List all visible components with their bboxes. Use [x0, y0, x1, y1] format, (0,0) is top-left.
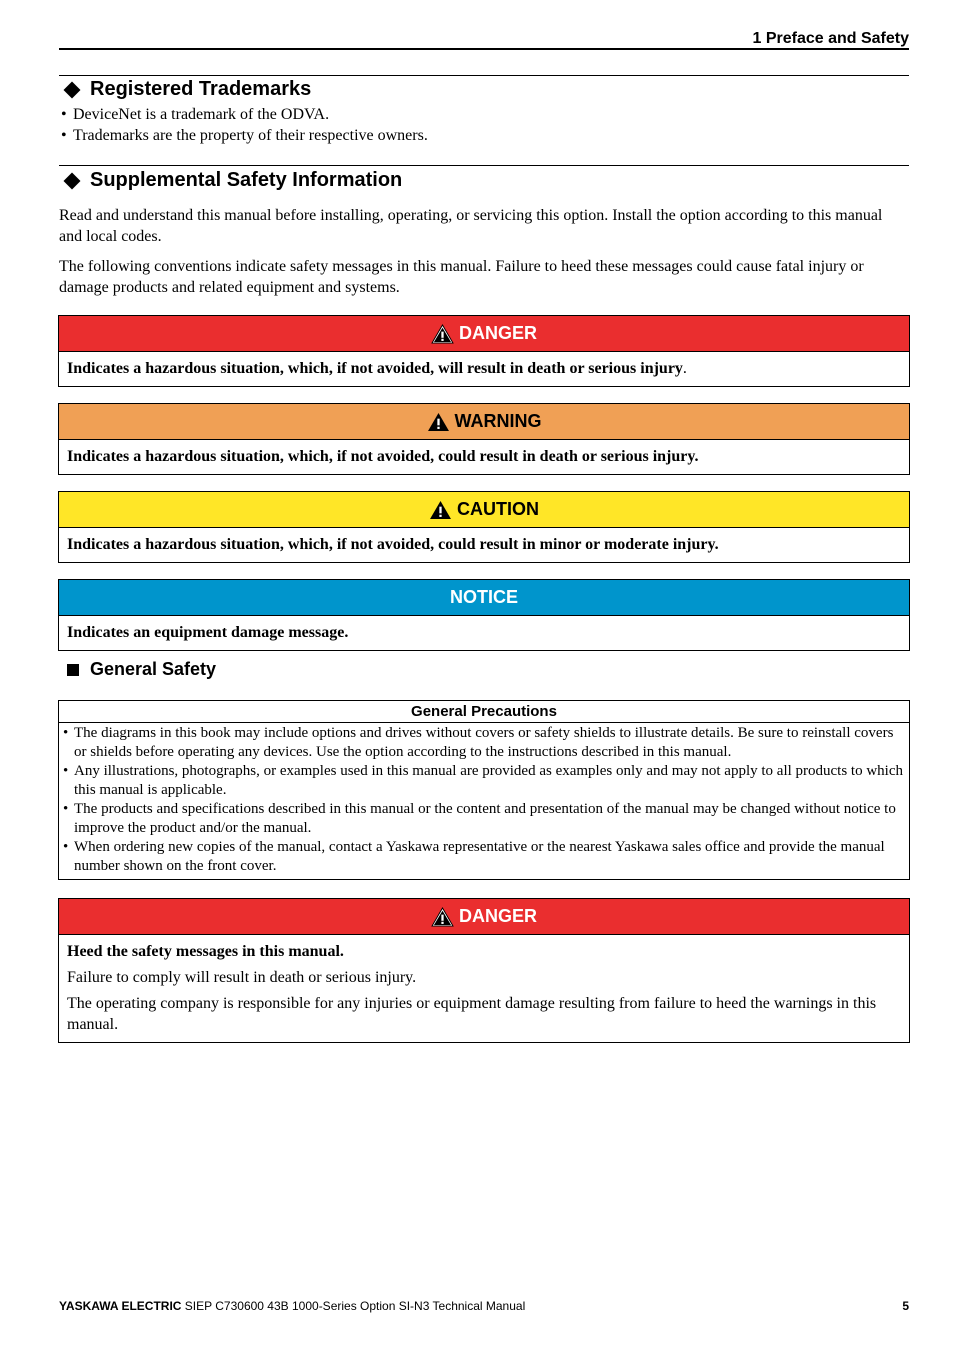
warning-message-box: [58, 403, 910, 475]
warning-triangle-icon: [427, 412, 450, 432]
warning-triangle-icon: [429, 500, 452, 520]
warning-label: WARNING: [454, 411, 542, 431]
general-safety-heading: General Safety: [64, 659, 216, 680]
page-section-title: 1 Preface and Safety: [752, 30, 909, 47]
square-bullet-icon: [67, 664, 79, 676]
danger-text: Indicates a hazardous situation, which, if not avoided, will result in death or serious injury.: [67, 360, 687, 377]
section-divider: [59, 75, 909, 76]
trademarks-list: [61, 104, 428, 146]
notice-text: Indicates an equipment damage message.: [67, 624, 349, 641]
header-rule: [59, 48, 909, 50]
warning-triangle-icon: [431, 907, 454, 927]
diamond-bullet-icon: [64, 172, 81, 189]
supplemental-paragraph-1: Read and understand this manual before installing, operating, or servicing this option. Install the option according to this manual and local codes.: [59, 207, 883, 245]
danger-line-1: Heed the safety messages in this manual.: [67, 943, 344, 960]
danger-message-box: [58, 898, 910, 1043]
caution-message-box: [58, 491, 910, 563]
footer-doc-info: [59, 1299, 525, 1313]
danger-line-2: Failure to comply will result in death or serious injury.: [67, 969, 417, 986]
footer-doc-title: SIEP C730600 43B 1000-Series Option SI-N3 Technical Manual: [181, 1299, 526, 1313]
notice-label: NOTICE: [449, 587, 518, 607]
danger-bar: [59, 899, 909, 935]
trademarks-heading: Registered Trademarks: [64, 78, 311, 101]
list-item: • DeviceNet is a trademark of the ODVA.: [61, 104, 428, 125]
page-number: 5: [902, 1299, 909, 1313]
danger-message-box: [58, 315, 910, 387]
list-item: • The diagrams in this book may include options and drives without covers or safety shields to illustrate details. Be sure to reinstall covers or shields before operating any devices. Use the option according to the instructions described in this manual.: [63, 724, 905, 762]
warning-triangle-icon: [431, 324, 454, 344]
page-footer: [59, 1299, 909, 1313]
warning-bar: [59, 404, 909, 440]
precautions-title: General Precautions: [59, 701, 909, 723]
list-item: • Any illustrations, photographs, or examples used in this manual are provided as examples only and may not apply to all products to which this manual is applicable.: [63, 762, 905, 800]
supplemental-paragraph-2: The following conventions indicate safety messages in this manual. Failure to heed these messages could cause fatal injury or damage products and related equipment and systems.: [59, 258, 864, 296]
danger-label: DANGER: [458, 323, 537, 343]
caution-label: CAUTION: [457, 499, 539, 519]
danger-label: DANGER: [458, 906, 537, 926]
caution-bar: [59, 492, 909, 528]
danger-bar: [59, 316, 909, 352]
footer-brand: YASKAWA ELECTRIC: [59, 1299, 182, 1313]
danger-body: [59, 935, 909, 1042]
precautions-list: [59, 723, 909, 879]
list-item: • The products and specifications described in this manual or the content and presentation of the manual may be changed without notice to improve the product and/or the manual.: [63, 800, 905, 838]
list-item: • Trademarks are the property of their respective owners.: [61, 125, 428, 146]
caution-text: Indicates a hazardous situation, which, if not avoided, could result in minor or moderate injury.: [67, 536, 719, 553]
warning-text: Indicates a hazardous situation, which, if not avoided, could result in death or serious injury.: [67, 448, 699, 465]
notice-bar: [59, 580, 909, 616]
diamond-bullet-icon: [64, 81, 81, 98]
supplemental-heading: Supplemental Safety Information: [64, 169, 402, 192]
list-item: • When ordering new copies of the manual, contact a Yaskawa representative or the nearest Yaskawa sales office and provide the manual number shown on the front cover.: [63, 838, 905, 876]
danger-line-3: The operating company is responsible for any injuries or equipment damage resulting from failure to heed the warnings in this manual.: [67, 995, 877, 1033]
general-precautions-table: [58, 700, 910, 880]
section-divider: [59, 165, 909, 166]
notice-message-box: [58, 579, 910, 651]
